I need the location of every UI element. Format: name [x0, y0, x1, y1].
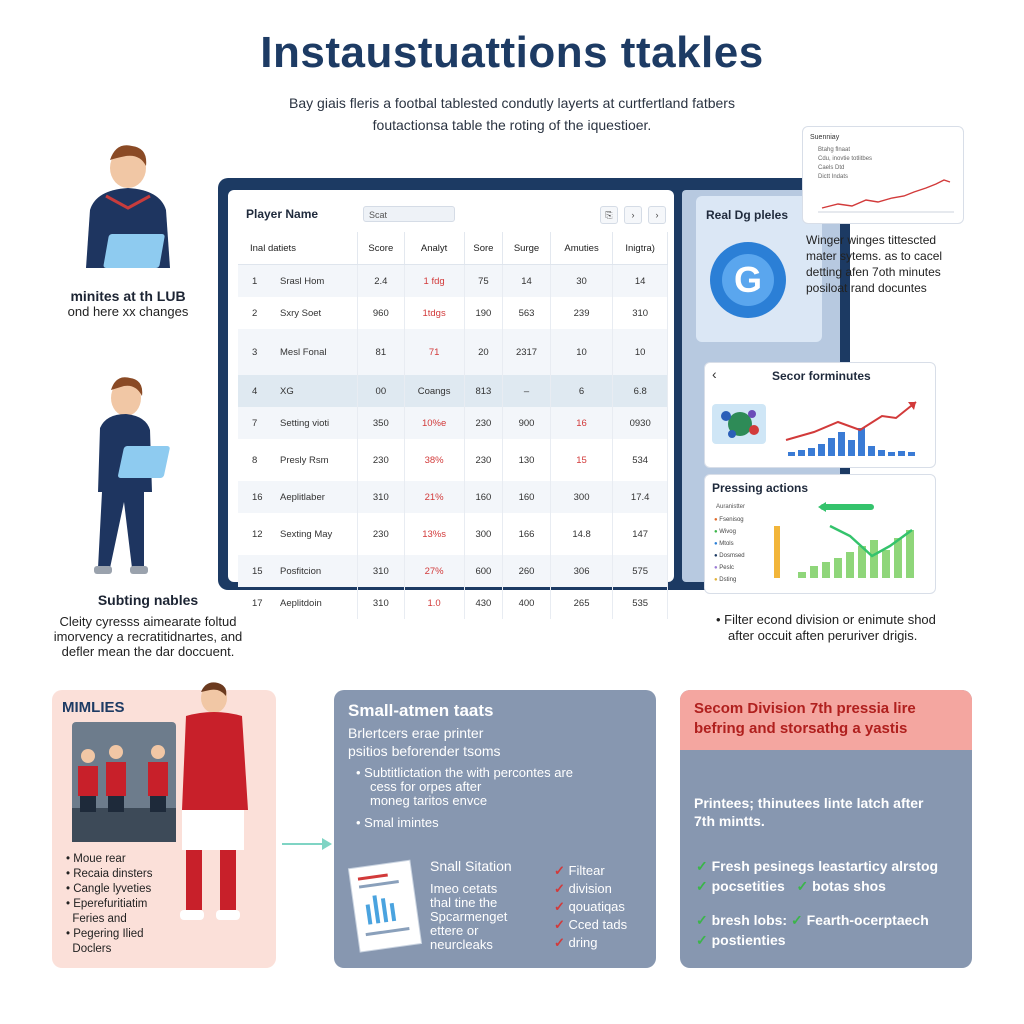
check-icon: ✓: [554, 863, 565, 878]
row-index: 17: [252, 597, 263, 609]
list-item: • Moue rear: [66, 853, 126, 865]
g-logo-icon: [708, 240, 788, 320]
table-row[interactable]: [238, 513, 668, 555]
mini-trend-chart: [818, 170, 954, 214]
player-name-cell: [238, 555, 358, 587]
table-cell: 81: [358, 329, 405, 375]
table-cell: 1.0: [404, 587, 464, 619]
table-cell: 147: [613, 513, 668, 555]
notes-top-line: detting afen 7oth minutes: [806, 265, 941, 279]
table-cell: 430: [464, 587, 503, 619]
table-cell: 0930: [613, 407, 668, 439]
table-cell: 160: [503, 481, 551, 513]
check-icon: ✓: [696, 858, 708, 874]
table-cell: 21%: [404, 481, 464, 513]
column-header[interactable]: Sore: [464, 232, 503, 265]
table-cell: 10: [613, 329, 668, 375]
analyst-illustration-standing: [80, 372, 200, 584]
checklist-item: [554, 898, 627, 916]
list-item: • Pegering Ilied: [66, 928, 144, 940]
pressing-card-title: Pressing actions: [712, 481, 809, 495]
notes-bottom-text: Filter econd division or enimute shod: [724, 612, 936, 627]
list-item: [66, 942, 153, 957]
table-cell: 20: [464, 329, 503, 375]
table-cell: 300: [464, 513, 503, 555]
mini-legend-item: Btahg flnaat: [818, 147, 851, 153]
table-cell: –: [503, 375, 551, 407]
notes-bottom: [716, 612, 986, 644]
row-index: 7: [252, 417, 258, 429]
row-index: 1: [252, 275, 258, 287]
check-icon: ✓: [554, 917, 565, 932]
box2-title: Small-atmen taats: [348, 701, 494, 720]
notes-top-line: posiloat rand docuntes: [806, 281, 927, 295]
player-name: Srasl Hom: [280, 275, 325, 287]
checklist-label: botas shos: [812, 878, 886, 894]
table-cell: 230: [358, 439, 405, 481]
left-bottom-caption-line: imorvency a recratitidnartes, and: [53, 629, 243, 644]
bullet-text: Smal imintes: [364, 815, 439, 830]
table-cell: Coangs: [404, 375, 464, 407]
table-cell: 563: [503, 297, 551, 329]
table-row[interactable]: [238, 587, 668, 619]
box3-header-line: befring and storsathg a yastis: [694, 720, 908, 737]
table-cell: 400: [503, 587, 551, 619]
check-icon: ✓: [796, 878, 809, 894]
table-cell: 75: [464, 265, 503, 298]
table-row[interactable]: [238, 407, 668, 439]
table-cell: 230: [464, 439, 503, 481]
list-item-label: Moue rear: [73, 853, 126, 865]
table-cell: 813: [464, 375, 503, 407]
table-cell: 230: [358, 513, 405, 555]
left-top-caption: [40, 288, 216, 319]
table-cell: 534: [613, 439, 668, 481]
list-item: • Recaia dinsters: [66, 868, 153, 880]
doc-line: neurcleaks: [430, 937, 493, 952]
check-icon: ✓: [554, 899, 565, 914]
player-name: Posfitcion: [280, 565, 322, 577]
left-top-caption-title: minites at th LUB: [70, 288, 186, 304]
doc-line: ettere or: [430, 923, 479, 938]
page-subtitle: [150, 92, 874, 136]
check-icon: ✓: [696, 878, 708, 894]
box3-checklist: [696, 856, 938, 950]
notes-bottom-line: • Filter econd division or enimute shod: [716, 612, 936, 627]
back-chevron-icon[interactable]: ‹: [712, 366, 717, 382]
legend-item: ● Mtols: [714, 541, 734, 547]
table-search-input[interactable]: Scat: [363, 206, 455, 222]
table-cell: 27%: [404, 555, 464, 587]
table-cell: 10%e: [404, 407, 464, 439]
left-bottom-caption-title: Subting nables: [97, 592, 199, 608]
analyst-illustration-top: [66, 138, 196, 278]
document-icon: [346, 858, 426, 954]
notes-top: [806, 232, 976, 296]
legend-label: Dsting: [719, 577, 737, 583]
player-name: Sexting May: [280, 528, 333, 540]
doc-line: Spcarmenget: [430, 909, 508, 924]
checklist-row: [696, 856, 938, 876]
table-cell: 310: [613, 297, 668, 329]
checklist-item: [554, 862, 627, 880]
mini-legend-item: Dictt Indats: [818, 174, 849, 180]
table-cell: 130: [503, 439, 551, 481]
checklist-item: [554, 880, 627, 898]
table-cell: 14: [613, 265, 668, 298]
list-item-label: Eperefuritiatim: [73, 898, 148, 910]
table-cell: 14: [503, 265, 551, 298]
doc-title: Snall Sitation: [430, 858, 512, 874]
table-cell: 960: [358, 297, 405, 329]
g-logo-letter: G: [733, 259, 763, 300]
box3-body: [694, 794, 924, 830]
checklist-item: [554, 934, 627, 952]
table-cell: 1tdgs: [404, 297, 464, 329]
box1-list: [66, 852, 153, 957]
table-cell: 350: [358, 407, 405, 439]
table-cell: 30: [550, 265, 613, 298]
column-header[interactable]: Inigtra): [613, 232, 668, 265]
table-cell: 900: [503, 407, 551, 439]
row-index: 15: [252, 565, 263, 577]
legend-label: Mtols: [719, 541, 734, 547]
legend-label: Peslc: [719, 565, 734, 571]
table-cell: 260: [503, 555, 551, 587]
list-item-label: Doclers: [72, 943, 112, 955]
table-row[interactable]: [238, 297, 668, 329]
table-cell: 10: [550, 329, 613, 375]
list-item: • Cangle lyveties: [66, 883, 152, 895]
table-cell: 265: [550, 587, 613, 619]
checklist-item: [554, 916, 627, 934]
box1-title: MIMLIES: [62, 699, 125, 716]
table-row[interactable]: [238, 439, 668, 481]
row-index: 2: [252, 307, 258, 319]
table-cell: 310: [358, 481, 405, 513]
player-name-cell: [238, 265, 358, 298]
table-cell: 38%: [404, 439, 464, 481]
left-top-caption-sub: ond here xx changes: [67, 304, 189, 319]
table-cell: 310: [358, 555, 405, 587]
team-photo: [72, 722, 176, 842]
player-name-cell: [238, 407, 358, 439]
left-bottom-caption: [40, 592, 256, 659]
player-name-cell: [238, 375, 358, 407]
column-header[interactable]: Amuties: [550, 232, 613, 265]
box2-checklist: [554, 862, 627, 952]
table-cell: 2317: [503, 329, 551, 375]
checklist-label: Filtear: [568, 863, 605, 878]
legend-item: ● Wivog: [714, 529, 736, 535]
checklist-label: Fearth-ocerptaech: [806, 912, 929, 928]
checklist-label: bresh lobs:: [711, 912, 788, 928]
player-name-cell: [238, 587, 358, 619]
box2-intro-line: Brlertcers erae printer: [348, 725, 484, 741]
doc-lines: [430, 882, 507, 952]
check-icon: ✓: [554, 881, 565, 896]
box3-header-line: Secom Division 7th pressia lire: [694, 700, 916, 717]
box2-intro-line: psitios beforender tsoms: [348, 743, 501, 759]
checklist-label: qouatiqas: [568, 899, 625, 914]
table-cell: 14.8: [550, 513, 613, 555]
legend-item: ● Fsenisog: [714, 517, 744, 523]
mini-legend-item: Cdu, inovtie totlitbes: [818, 156, 873, 162]
chevron-right-icon[interactable]: ›: [624, 206, 642, 224]
table-cell: 300: [550, 481, 613, 513]
list-item-label: Recaia dinsters: [73, 868, 153, 880]
bullet-text: Subtitlictation the with percontes are: [364, 765, 574, 780]
player-name: Setting vioti: [280, 417, 330, 429]
list-item: • Eperefuritiatim: [66, 898, 148, 910]
table-cell: 166: [503, 513, 551, 555]
mini-trend-title: Suenniay: [810, 134, 840, 141]
box3-header-text: [694, 699, 916, 739]
sector-card-title: Secor forminutes: [772, 369, 871, 383]
table-cell: 00: [358, 375, 405, 407]
row-index: 12: [252, 528, 263, 540]
table-title: Player Name: [246, 207, 319, 221]
player-stats-table: [238, 232, 668, 619]
table-cell: 575: [613, 555, 668, 587]
left-bottom-caption-line: Cleity cyresss aimearate foltud: [59, 614, 237, 629]
row-index: 3: [252, 346, 258, 358]
checklist-row: [696, 930, 938, 950]
notes-bottom-text: after occuit aften peruriver drigis.: [728, 628, 918, 643]
box3-body-line: Printees; thinutees linte latch after: [694, 795, 924, 811]
column-header[interactable]: Analyt: [404, 232, 464, 265]
list-item: [66, 912, 153, 927]
pressing-legend-title: Auranistter: [716, 504, 746, 510]
table-row[interactable]: [238, 329, 668, 375]
list-item-label: Feries and: [72, 913, 127, 925]
check-icon: ✓: [696, 932, 708, 948]
table-cell: 310: [358, 587, 405, 619]
table-row[interactable]: [238, 555, 668, 587]
pressing-legend: [714, 514, 745, 586]
legend-label: Dosmsed: [719, 553, 745, 559]
row-index: 4: [252, 385, 258, 397]
arrow-right-icon: [282, 838, 332, 850]
table-cell: 230: [464, 407, 503, 439]
legend-label: Fsenisog: [719, 517, 744, 523]
table-cell: 2.4: [358, 265, 405, 298]
table-cell: 1 fdg: [404, 265, 464, 298]
player-name: Aeplitdoin: [280, 597, 322, 609]
table-cell: 16: [550, 407, 613, 439]
table-cell: 71: [404, 329, 464, 375]
table-cell: 15: [550, 439, 613, 481]
table-row[interactable]: [238, 265, 668, 298]
legend-item: ● Dosmsed: [714, 553, 745, 559]
check-icon: ✓: [696, 912, 708, 928]
player-name: Sxry Soet: [280, 307, 322, 319]
box2-bullet2: • Smal imintes: [356, 815, 439, 830]
row-index: 16: [252, 491, 263, 503]
subtitle-line-1: Bay giais fleris a footbal tablested condutly layerts at curtfertland fatbers: [289, 95, 735, 111]
table-cell: 190: [464, 297, 503, 329]
notes-top-line: Winger winges tittescted: [806, 233, 937, 247]
checklist-label: pocsetities: [711, 878, 785, 894]
table-cell: 6.8: [613, 375, 668, 407]
column-header[interactable]: Inal datiets: [238, 232, 358, 265]
row-index: 8: [252, 454, 258, 466]
subtitle-line-2: foutactionsa table the roting of the iquestioer.: [372, 117, 652, 133]
player-name-cell: [238, 481, 358, 513]
box3-body-line: 7th mintts.: [694, 813, 765, 829]
pitch-heatmap-icon: [710, 400, 770, 448]
table-cell: 535: [613, 587, 668, 619]
real-dg-title: Real Dg pleles: [706, 208, 789, 222]
checklist-label: postienties: [711, 932, 786, 948]
box2-bullet1: [356, 766, 573, 808]
legend-item: ● Dsting: [714, 577, 737, 583]
table-cell: 306: [550, 555, 613, 587]
player-name-cell: [238, 439, 358, 481]
box2-bullet1-line: • Subtitlictation the with percontes are: [356, 765, 574, 780]
bullet-text: cess for orpes after: [370, 779, 482, 794]
checklist-label: Fresh pesinegs leastarticy alrstog: [711, 858, 939, 874]
legend-item: ● Peslc: [714, 565, 734, 571]
column-header[interactable]: Surge: [503, 232, 551, 265]
player-figure: [168, 680, 252, 946]
player-name: Presly Rsm: [280, 454, 329, 466]
pressing-bar-chart: [770, 500, 920, 584]
doc-line: thal tine the: [430, 895, 498, 910]
left-bottom-caption-line: defler mean the dar doccuent.: [61, 644, 235, 659]
checklist-label: division: [568, 881, 612, 896]
player-name: XG: [280, 385, 294, 397]
table-cell: 13%s: [404, 513, 464, 555]
table-cell: 239: [550, 297, 613, 329]
checklist-row: [696, 876, 938, 896]
player-name: Mesl Fonal: [280, 346, 327, 358]
table-cell: 17.4: [613, 481, 668, 513]
checklist-row: [696, 910, 938, 930]
player-name: Aeplitlaber: [280, 491, 325, 503]
player-name-cell: [238, 297, 358, 329]
table-cell: 600: [464, 555, 503, 587]
check-icon: ✓: [554, 935, 565, 950]
notes-top-line: mater sytems. as to cacel: [806, 249, 943, 263]
check-icon: ✓: [790, 912, 803, 928]
list-item-label: Cangle lyveties: [73, 883, 152, 895]
player-name-cell: [238, 513, 358, 555]
page-title: Instaustuattions ttakles: [260, 28, 764, 77]
table-cell: 160: [464, 481, 503, 513]
box2-intro: [348, 724, 501, 760]
column-header[interactable]: Score: [358, 232, 405, 265]
list-item-label: Pegering Ilied: [73, 928, 144, 940]
bullet-text: moneg taritos envce: [370, 793, 488, 808]
doc-line: Imeo cetats: [430, 881, 498, 896]
mini-legend-item: Caels Dtd: [818, 165, 845, 171]
next-icon[interactable]: ›: [648, 206, 666, 224]
table-row-highlighted[interactable]: [238, 375, 668, 407]
copy-icon[interactable]: ⎘: [600, 206, 618, 224]
table-header-row: [238, 232, 668, 265]
checklist-label: Cced tads: [568, 917, 628, 932]
sector-bar-chart: [784, 396, 928, 460]
legend-label: Wivog: [719, 529, 736, 535]
table-cell: 6: [550, 375, 613, 407]
table-row[interactable]: [238, 481, 668, 513]
checklist-label: dring: [568, 935, 598, 950]
player-name-cell: [238, 329, 358, 375]
